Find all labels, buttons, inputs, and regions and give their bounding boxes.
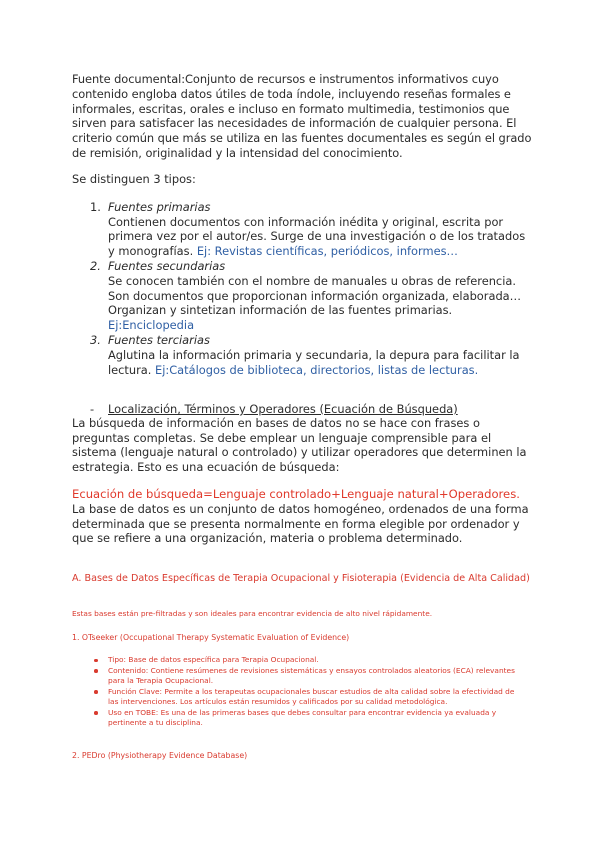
section-heading [90,402,458,416]
section-body: La búsqueda de información en bases de datos no se hace con frases o preguntas completas. Se debe emplear un lenguaje comprensible para el sistema (lenguaje natural o controlado) y utilizar operadores que determinen la estrategia. Esto es una ecuación de búsqueda: [72,416,527,474]
item-example: Ej: Revistas científicas, periódicos, informes… [196,243,458,258]
bullet-item [94,708,524,728]
bullet-text: Tipo: Base de datos específica para Terapia Ocupacional. [108,655,319,664]
part-a-subtitle: Estas bases están pre-filtradas y son ideales para encontrar evidencia de alto nivel rápidamente. [72,609,433,618]
bullet-text: Contenido: Contiene resúmenes de revisiones sistemáticas y ensayos controlados aleatorios (ECA) relevantes para la Terapia Ocupacional. [108,665,515,685]
item-example: Ej:Catálogos de biblioteca, directorios, listas de lecturas. [155,362,479,377]
equation-body: La base de datos es un conjunto de datos homogéneo, ordenados de una forma determinada que se presenta normalmente en forma elegible por ordenador y que se refiere a una organización, materia o problema determinado. [72,502,529,546]
bullet-item [94,687,524,707]
section-heading-text: Localización, Términos y Operadores (Ecuación de Búsqueda) [108,402,458,416]
item-title: Fuentes primarias [108,200,211,214]
list-item-tertiary [90,333,530,377]
item-example: Ej:Enciclopedia [108,317,195,332]
bullet-dot-icon [94,690,98,694]
bullet-dot-icon [94,659,98,663]
bullet-text: Función Clave: Permite a los terapeutas ocupacionales buscar estudios de alta calidad sobre la efectividad de las intervenciones. Los artículos están resumidos y calificados por su calidad metodológica. [108,686,515,706]
section-dash: - [90,402,95,416]
bullet-item [94,666,524,686]
item-text: Contienen documentos con información inédita y original, escrita por primera vez por el autor/es. Surge de una investigación o de los tratados y monografías. [108,214,526,258]
source-types-list [90,200,530,378]
list-item-primary [90,200,530,258]
bullet-text: Uso en TOBE: Es una de las primeras bases que debes consultar para encontrar evidencia ya evaluada y pertinente a tu disciplina. [108,707,497,727]
intro-paragraph: Fuente documental:Conjunto de recursos e instrumentos informativos cuyo contenido engloba datos útiles de toda índole, incluyendo reseñas formales e informales, escritas, orales e incluso en formato multimedia, testimonios que sirven para satisfacer las necesidades de información de cualquier persona. El criterio común que más se utiliza en las fuentes documentales es según el grado de remisión, originalidad y la intensidad del conocimiento. [72,72,532,160]
item-title: Fuentes terciarias [108,333,210,348]
item-text: Se conocen también con el nombre de manuales u obras de referencia. Son documentos que proporcionan información organizada, elaborada…Organizan y sintetizan información de las fuentes primarias. [108,273,522,318]
list-number: 1. [90,200,101,214]
bullet-dot-icon [94,669,98,673]
search-equation: Ecuación de búsqueda=Lenguaje controlado+Lenguaje natural+Operadores. [72,487,520,501]
pedro-heading: 2. PEDro (Physiotherapy Evidence Database) [72,751,248,760]
part-a-heading: A. Bases de Datos Específicas de Terapia Ocupacional y Fisioterapia (Evidencia de Alta Calidad) [72,573,530,584]
bullet-item [94,655,524,665]
list-item-secondary [90,259,530,332]
item-title: Fuentes secundarias [108,259,226,274]
list-number: 2. [90,259,101,274]
otseeker-bullets [94,655,524,728]
bullet-dot-icon [94,711,98,715]
item-text: Aglutina la información primaria y secundaria, la depura para facilitar la lectura. [108,347,520,377]
otseeker-heading: 1. OTseeker (Occupational Therapy Systematic Evaluation of Evidence) [72,633,350,642]
types-title: Se distinguen 3 tipos: [72,172,196,186]
list-number: 3. [90,333,101,348]
